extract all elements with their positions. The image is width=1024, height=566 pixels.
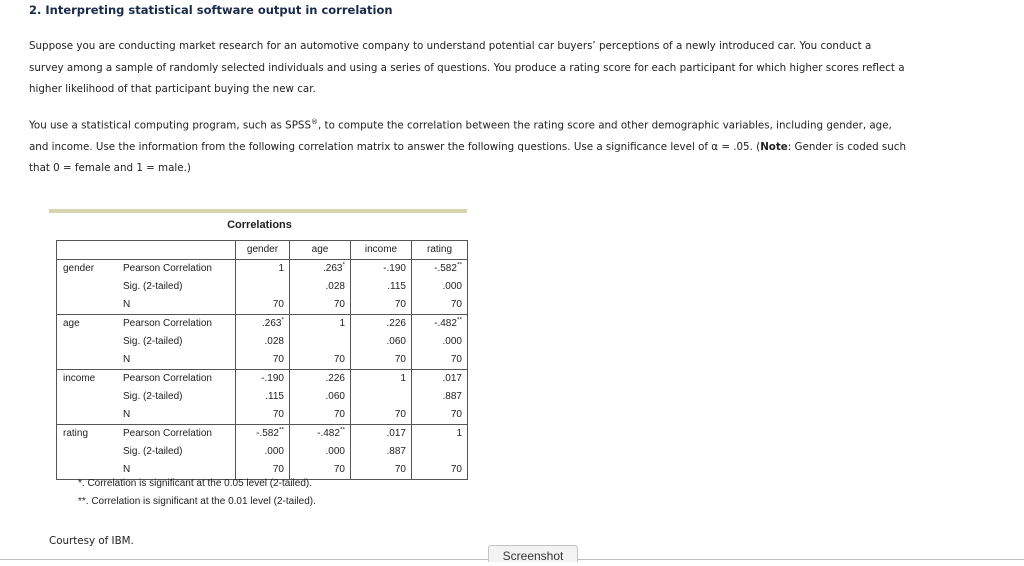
cell-age-income-pearson bbox=[351, 315, 412, 334]
significance-marker: ** bbox=[339, 426, 345, 434]
cell-value: .017 bbox=[442, 373, 462, 384]
cell-value: -.482 bbox=[317, 428, 340, 439]
row-variable-label bbox=[57, 461, 121, 480]
instructions-text-2: , to compute the correlation between the rating score and other demographic variables, including gender, age, and income. Use the information from the following correlation matrix to answer the following questions. Use a significance level of α = .05. ( bbox=[29, 119, 892, 153]
cell-income-rating-pearson bbox=[412, 370, 468, 389]
cell-income-gender-pearson bbox=[236, 370, 290, 389]
cell-income-rating-n: 70 bbox=[412, 406, 468, 425]
cell-age-gender-pearson bbox=[236, 315, 290, 334]
statistic-label: Sig. (2-tailed) bbox=[123, 391, 183, 402]
cell-rating-age-sig: .000 bbox=[290, 443, 351, 461]
footnote-05: *. Correlation is significant at the 0.05 level (2-tailed). bbox=[78, 478, 313, 489]
cell-rating-income-sig: .887 bbox=[351, 443, 412, 461]
cell-rating-age-pearson bbox=[290, 425, 351, 444]
note-label: Note bbox=[760, 140, 788, 153]
cell-age-income-n: 70 bbox=[351, 351, 412, 370]
cell-value: -.582 bbox=[434, 263, 457, 274]
statistic-label: Sig. (2-tailed) bbox=[123, 336, 183, 347]
footnote-01: **. Correlation is significant at the 0.01 level (2-tailed). bbox=[78, 496, 316, 507]
cell-value: 1 bbox=[278, 263, 284, 274]
significance-marker: * bbox=[342, 261, 345, 269]
table-row bbox=[57, 351, 468, 370]
cell-age-age-pearson bbox=[290, 315, 351, 334]
instructions-text-3: : Gender is coded such that 0 = female and 1 = male.) bbox=[29, 140, 906, 175]
cell-income-income-sig bbox=[351, 388, 412, 406]
question-title: 2. Interpreting statistical software output in correlation bbox=[29, 3, 393, 17]
statistic-label: Pearson Correlation bbox=[120, 370, 236, 389]
cell-gender-gender-sig bbox=[236, 278, 290, 296]
row-variable-label bbox=[57, 388, 121, 406]
row-variable-label bbox=[57, 278, 121, 296]
cell-value: -.582 bbox=[256, 428, 279, 439]
row-variable-label bbox=[57, 351, 121, 370]
statistic-label: Pearson Correlation bbox=[123, 263, 212, 274]
table-row bbox=[57, 388, 468, 406]
table-row bbox=[57, 461, 468, 480]
instructions-paragraph bbox=[29, 112, 909, 180]
column-header-income: income bbox=[351, 241, 412, 260]
cell-value: 1 bbox=[456, 428, 462, 439]
cell-income-rating-sig: .887 bbox=[412, 388, 468, 406]
cell-rating-gender-sig: .000 bbox=[236, 443, 290, 461]
cell-rating-gender-pearson bbox=[236, 425, 290, 444]
cell-gender-rating-sig: .000 bbox=[412, 278, 468, 296]
cell-value: .017 bbox=[386, 428, 406, 439]
cell-gender-gender-pearson bbox=[236, 260, 290, 279]
cell-age-rating-pearson bbox=[412, 315, 468, 334]
header-row bbox=[57, 241, 468, 260]
intro-paragraph: Suppose you are conducting market research for an automotive company to understand potential car buyers’ perceptions of a newly introduced car. You conduct a survey among a sample of randomly selected individuals and using a series of questions. You produce a rating score for each participant for which higher scores reflect a higher likelihood of that participant buying the new car. bbox=[29, 40, 905, 95]
cell-income-age-sig: .060 bbox=[290, 388, 351, 406]
cell-gender-age-sig: .028 bbox=[290, 278, 351, 296]
cell-income-gender-sig: .115 bbox=[236, 388, 290, 406]
statistic-label: N bbox=[123, 299, 131, 310]
row-variable-label: age bbox=[57, 315, 121, 334]
cell-rating-gender-n: 70 bbox=[236, 461, 290, 480]
courtesy-text: Courtesy of IBM. bbox=[49, 535, 134, 547]
cell-age-gender-sig: .028 bbox=[236, 333, 290, 351]
cell-rating-rating-pearson bbox=[412, 425, 468, 444]
column-header-gender: gender bbox=[236, 241, 290, 260]
cell-income-age-pearson bbox=[290, 370, 351, 389]
statistic-label: N bbox=[123, 354, 131, 365]
statistic-label: Sig. (2-tailed) bbox=[123, 281, 183, 292]
cell-age-age-sig bbox=[290, 333, 351, 351]
table-row bbox=[57, 333, 468, 351]
column-header-age: age bbox=[290, 241, 351, 260]
table-row bbox=[57, 278, 468, 296]
header-blank bbox=[120, 241, 236, 260]
cell-value: -.482 bbox=[434, 318, 457, 329]
cell-gender-rating-pearson bbox=[412, 260, 468, 279]
screenshot-button[interactable]: Screenshot bbox=[488, 545, 578, 562]
table-row bbox=[57, 260, 468, 279]
cell-gender-gender-n: 70 bbox=[236, 296, 290, 315]
cell-income-gender-n: 70 bbox=[236, 406, 290, 425]
table-row bbox=[57, 296, 468, 315]
table-row bbox=[57, 370, 468, 389]
cell-rating-income-n: 70 bbox=[351, 461, 412, 480]
instructions-text-1: You use a statistical computing program, such as SPSS bbox=[29, 119, 311, 132]
table-header-bar bbox=[49, 209, 467, 213]
column-header-rating: rating bbox=[412, 241, 468, 260]
cell-income-income-pearson bbox=[351, 370, 412, 389]
cell-value: -.190 bbox=[261, 373, 284, 384]
significance-marker: ** bbox=[456, 261, 462, 269]
table-row bbox=[57, 425, 468, 444]
cell-value: .263 bbox=[262, 318, 282, 329]
correlation-matrix bbox=[56, 240, 468, 480]
cell-value: .226 bbox=[386, 318, 406, 329]
statistic-label: Pearson Correlation bbox=[120, 315, 236, 334]
cell-value: 1 bbox=[339, 318, 345, 329]
significance-marker: ** bbox=[456, 316, 462, 324]
cell-rating-age-n: 70 bbox=[290, 461, 351, 480]
row-variable-label: rating bbox=[57, 425, 121, 444]
cell-age-income-sig: .060 bbox=[351, 333, 412, 351]
cell-rating-income-pearson bbox=[351, 425, 412, 444]
cell-gender-age-n: 70 bbox=[290, 296, 351, 315]
statistic-label: N bbox=[123, 409, 131, 420]
cell-value: -.190 bbox=[383, 263, 406, 274]
cell-gender-income-pearson bbox=[351, 260, 412, 279]
significance-marker: ** bbox=[278, 426, 284, 434]
cell-rating-rating-n: 70 bbox=[412, 461, 468, 480]
row-variable-label bbox=[57, 443, 121, 461]
cell-gender-income-n: 70 bbox=[351, 296, 412, 315]
cell-value: .263 bbox=[323, 263, 343, 274]
table-row bbox=[57, 443, 468, 461]
cell-income-income-n: 70 bbox=[351, 406, 412, 425]
cell-age-rating-sig: .000 bbox=[412, 333, 468, 351]
table-row bbox=[57, 315, 468, 334]
statistic-label: N bbox=[120, 461, 236, 480]
row-variable-label: gender bbox=[57, 260, 121, 279]
statistic-label: Sig. (2-tailed) bbox=[123, 446, 183, 457]
cell-rating-rating-sig bbox=[412, 443, 468, 461]
correlations-title: Correlations bbox=[227, 219, 292, 231]
row-variable-label bbox=[57, 333, 121, 351]
header-blank bbox=[57, 241, 121, 260]
statistic-label: Pearson Correlation bbox=[120, 425, 236, 444]
cell-age-age-n: 70 bbox=[290, 351, 351, 370]
cell-age-rating-n: 70 bbox=[412, 351, 468, 370]
row-variable-label bbox=[57, 406, 121, 425]
significance-marker: * bbox=[281, 316, 284, 324]
row-variable-label: income bbox=[57, 370, 121, 389]
registered-mark: ® bbox=[310, 118, 318, 126]
cell-gender-income-sig: .115 bbox=[351, 278, 412, 296]
cell-age-gender-n: 70 bbox=[236, 351, 290, 370]
cell-income-age-n: 70 bbox=[290, 406, 351, 425]
row-variable-label bbox=[57, 296, 121, 315]
cell-value: 1 bbox=[400, 373, 406, 384]
table-row bbox=[57, 406, 468, 425]
cell-gender-rating-n: 70 bbox=[412, 296, 468, 315]
cell-value: .226 bbox=[325, 373, 345, 384]
cell-gender-age-pearson bbox=[290, 260, 351, 279]
